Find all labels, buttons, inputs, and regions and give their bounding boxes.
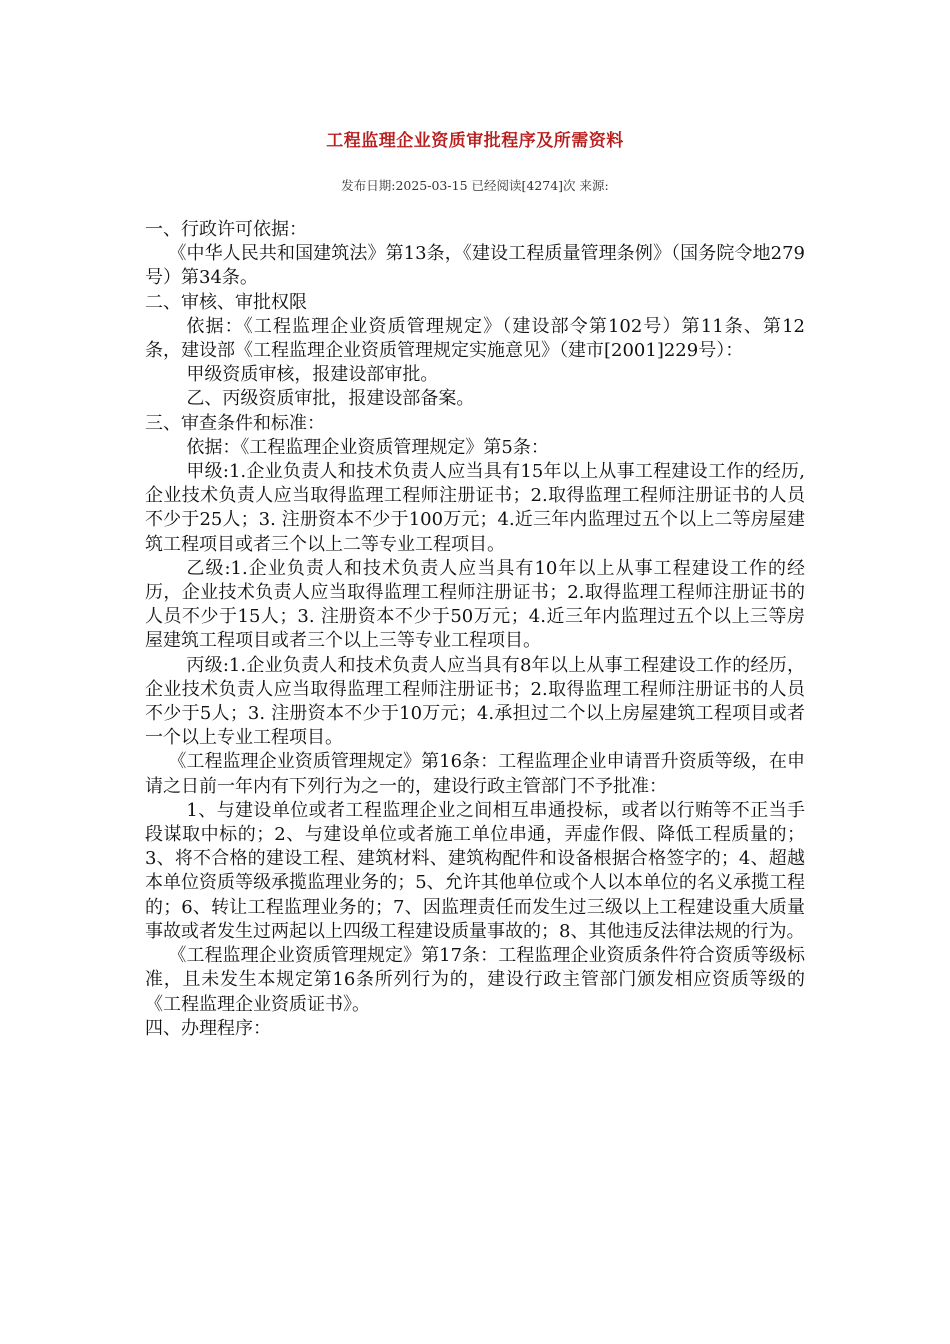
paragraph: 依据：《工程监理企业资质管理规定》第5条： (186, 436, 549, 458)
section-heading: 一、行政许可依据： (145, 219, 307, 240)
document-body (145, 218, 805, 1041)
paragraph: 乙级:1.企业负责人和技术负责人应当具有10年以上从事工程建设工作的经历，企业技术负责人应当取得监理工程师注册证书；2.取得监理工程师注册证书的人员不少于15人；3. 注册资本不少于50万元；4.近三年内监理过五个以上三等房屋建筑工程项目或者三个以上三等专业工程项目。 (145, 557, 805, 652)
paragraph: 乙、丙级资质审批，报建设部备案。 (186, 388, 475, 410)
paragraph: 甲级资质审核，报建设部审批。 (186, 364, 439, 386)
paragraph: 《工程监理企业资质管理规定》第17条：工程监理企业资质条件符合资质等级标准，且未发生本规定第16条所列行为的，建设行政主管部门颁发相应资质等级的《工程监理企业资质证书》。 (145, 945, 805, 1015)
section-heading: 四、办理程序： (145, 1017, 271, 1039)
paragraph: 依据：《工程监理企业资质管理规定》（建设部令第102号）第11条、第12条，建设部《工程监理企业资质管理规定实施意见》（建市[2001]229号）： (145, 315, 805, 362)
paragraph: 1、与建设单位或者工程监理企业之间相互串通投标，或者以行贿等不正当手段谋取中标的；2、与建设单位或者施工单位串通，弄虚作假、降低工程质量的；3、将不合格的建设工程、建筑材料、建筑构配件和设备根据合格签字的；4、超越本单位资质等级承揽监理业务的；5、允许其他单位或个人以本单位的名义承揽工程的；6、转让工程监理业务的；7、因监理责任而发生过三级以上工程建设重大质量事故或者发生过两起以上四级工程建设质量事故的；8、其他违反法律法规的行为。 (145, 799, 805, 942)
document-title: 工程监理企业资质审批程序及所需资料 (326, 131, 624, 151)
paragraph: 丙级:1.企业负责人和技术负责人应当具有8年以上从事工程建设工作的经历，企业技术负责人应当取得监理工程师注册证书；2.取得监理工程师注册证书的人员不少于5人；3. 注册资本不少于10万元；4.承担过二个以上房屋建筑工程项目或者一个以上专业工程项目。 (145, 654, 805, 749)
paragraph: 《工程监理企业资质管理规定》第16条：工程监理企业申请晋升资质等级，在申请之日前一年内有下列行为之一的，建设行政主管部门不予批准： (145, 751, 805, 797)
paragraph: 甲级:1.企业负责人和技术负责人应当具有15年以上从事工程建设工作的经历,企业技术负责人应当取得监理工程师注册证书；2.取得监理工程师注册证书的人员不少于25人；3. 注册资本不少于100万元；4.近三年内监理过五个以上二等房屋建筑工程项目或者三个以上二等专业工程项目。 (145, 461, 805, 555)
paragraph: 《中华人民共和国建筑法》第13条，《建设工程质量管理条例》（国务院令地279号）第34条。 (145, 243, 805, 289)
publish-meta: 发布日期:2025-03-15 已经阅读[4274]次 来源: (341, 178, 609, 193)
section-heading: 二、审核、审批权限 (145, 291, 307, 313)
section-heading: 三、审查条件和标准： (145, 412, 325, 434)
